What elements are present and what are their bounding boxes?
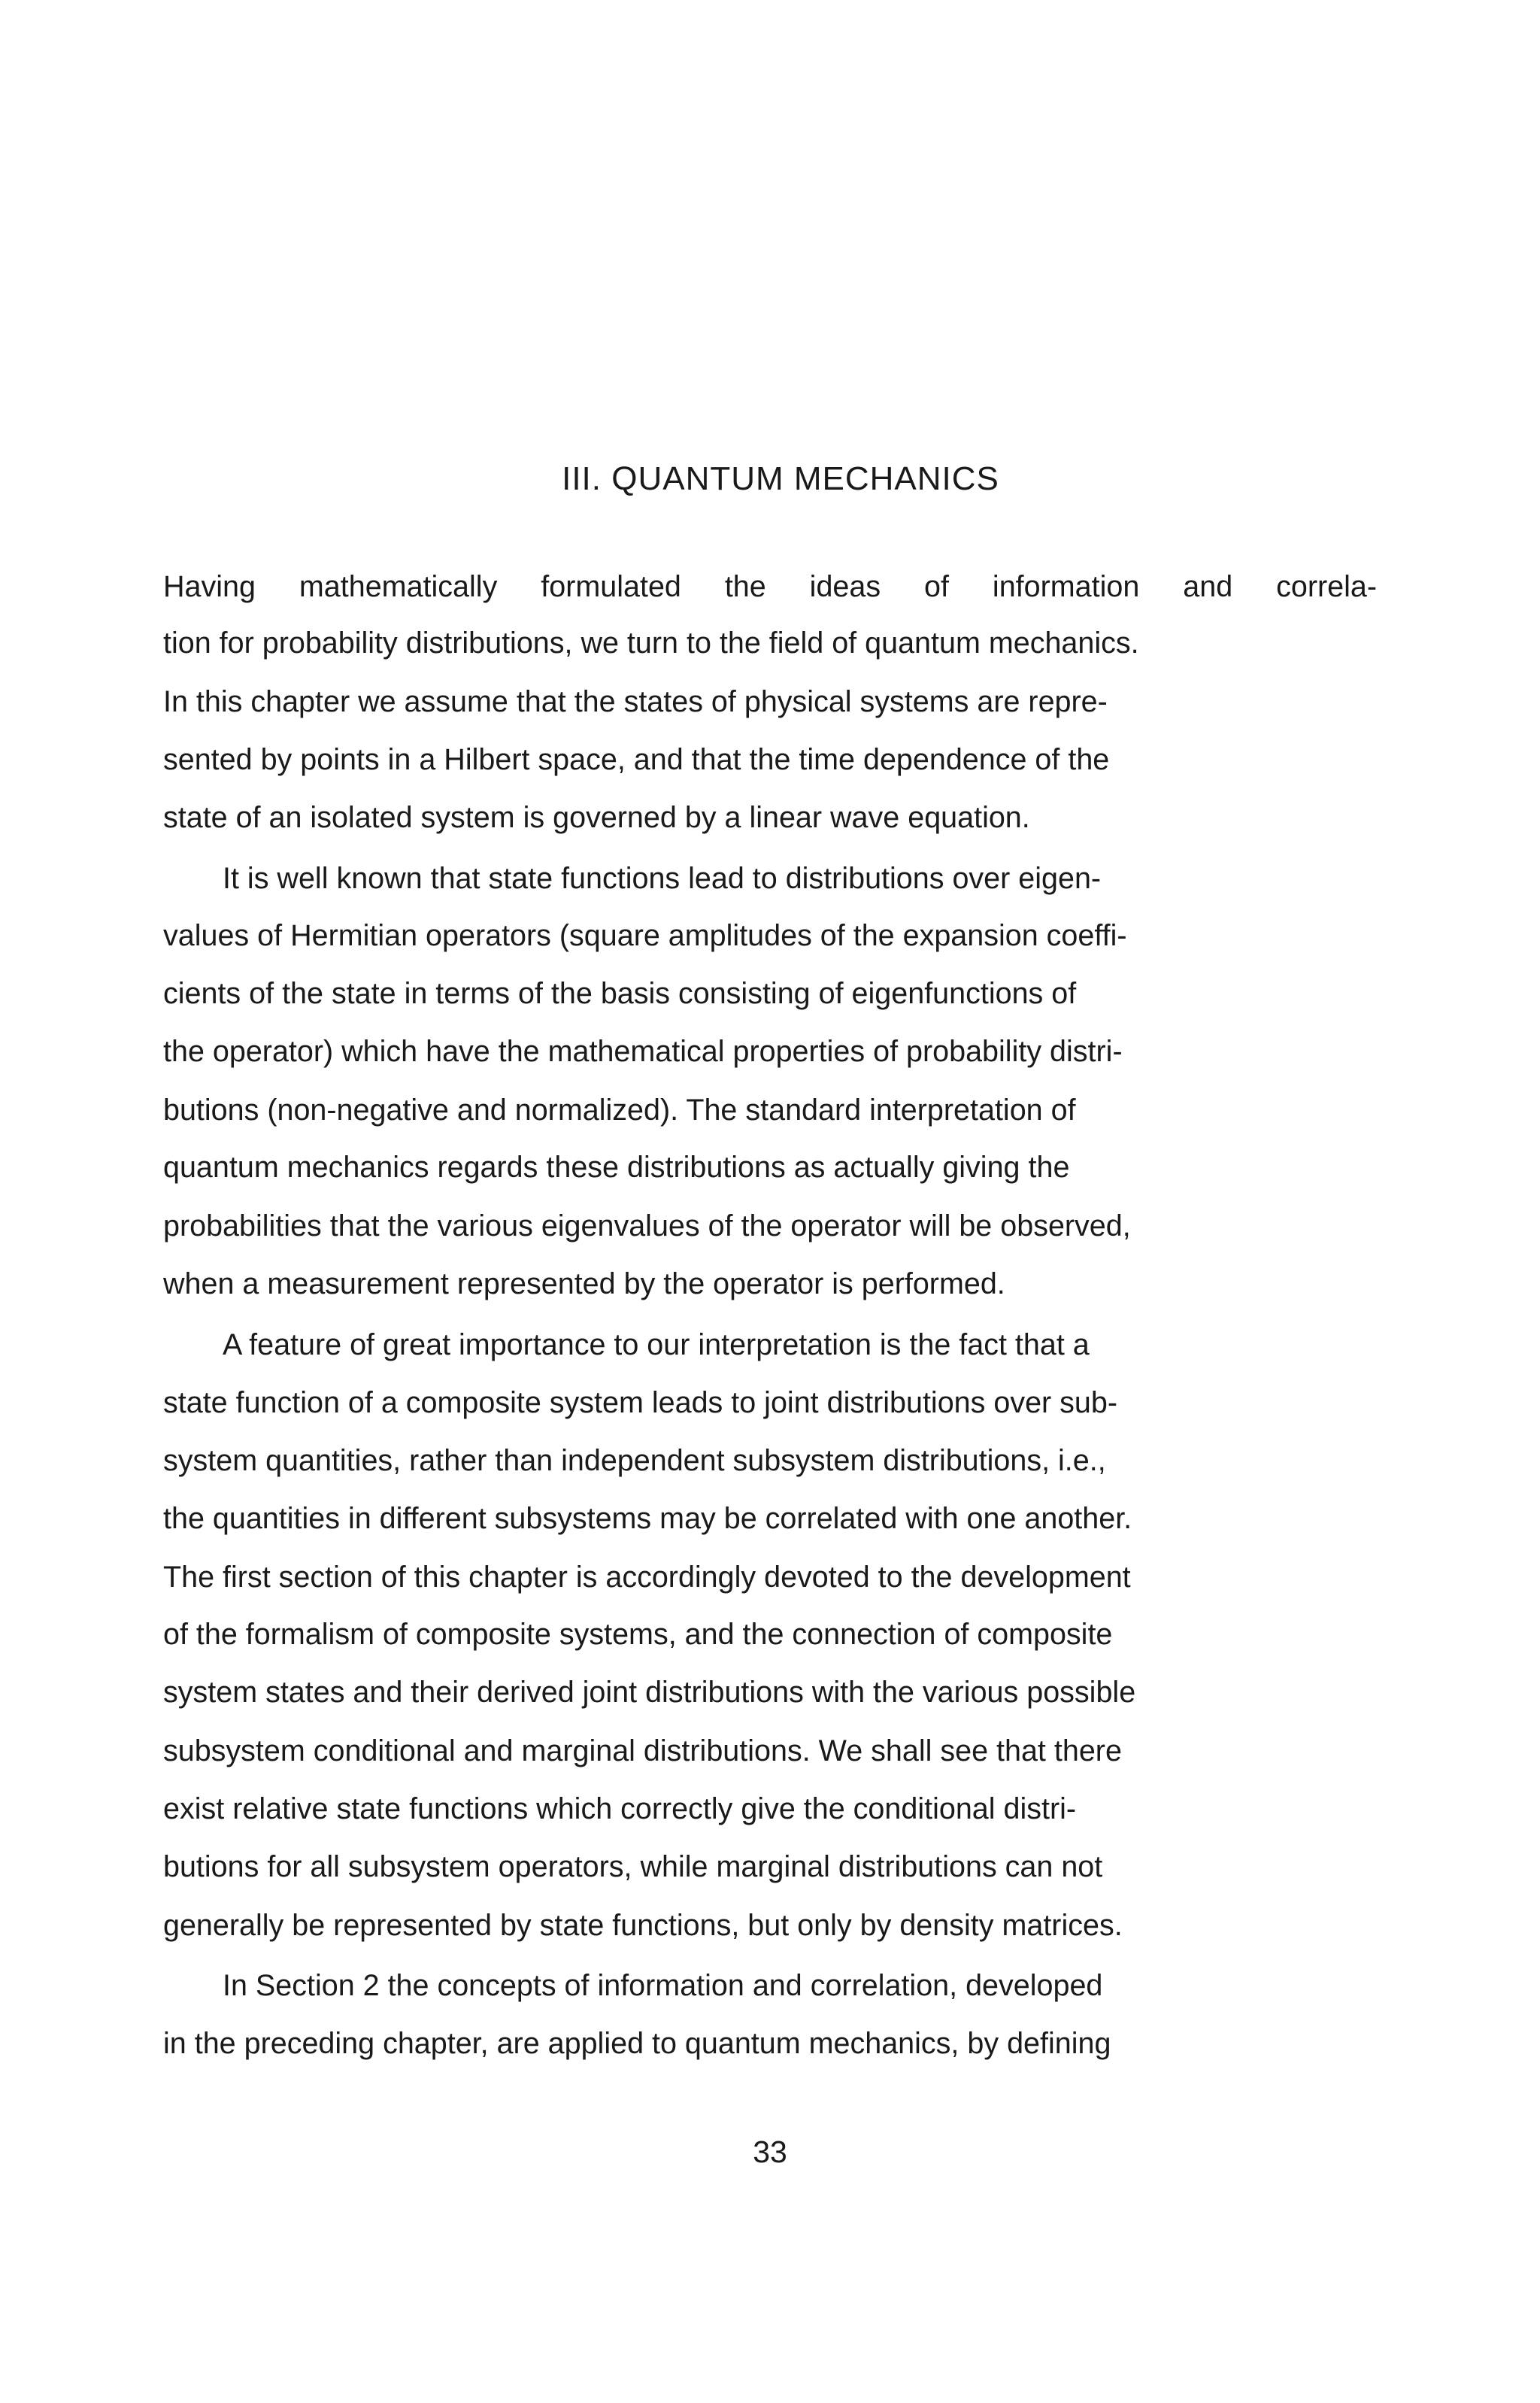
text-line: probabilities that the various eigenvalues of the operator will be observed,: [163, 1209, 1131, 1242]
text-line: Having mathematically formulated the ideas of information and correla-: [163, 570, 1377, 603]
text-line: the operator) which have the mathematical properties of probability distri-: [163, 1035, 1123, 1068]
text-line: values of Hermitian operators (square amplitudes of the expansion coeffi-: [163, 919, 1127, 952]
text-line: sented by points in a Hilbert space, and that the time dependence of the: [163, 743, 1110, 776]
text-line: It is well known that state functions lead to distributions over eigen-: [223, 862, 1102, 895]
text-line: quantum mechanics regards these distributions as actually giving the: [163, 1151, 1070, 1184]
text-line: when a measurement represented by the operator is performed.: [163, 1267, 1005, 1300]
text-line: butions (non-negative and normalized). The standard interpretation of: [163, 1094, 1076, 1127]
text-line: exist relative state functions which correctly give the conditional distri-: [163, 1792, 1077, 1825]
text-line: subsystem conditional and marginal distributions. We shall see that there: [163, 1734, 1122, 1767]
text-line: tion for probability distributions, we turn to the field of quantum mechanics.: [163, 627, 1139, 660]
text-line: The first section of this chapter is accordingly devoted to the development: [163, 1561, 1131, 1594]
chapter-heading: III. QUANTUM MECHANICS: [562, 460, 999, 497]
text-line: in the preceding chapter, are applied to quantum mechanics, by defining: [163, 2027, 1111, 2060]
text-line: system states and their derived joint distributions with the various possible: [163, 1676, 1136, 1709]
text-line: generally be represented by state functions, but only by density matrices.: [163, 1909, 1123, 1942]
text-line: A feature of great importance to our interpretation is the fact that a: [223, 1328, 1090, 1361]
text-line: state of an isolated system is governed by a linear wave equation.: [163, 801, 1030, 834]
text-line: state function of a composite system leads to joint distributions over sub-: [163, 1386, 1118, 1419]
text-line: system quantities, rather than independent subsystem distributions, i.e.,: [163, 1444, 1106, 1477]
text-line: In this chapter we assume that the states of physical systems are repre-: [163, 685, 1108, 718]
page-number: 33: [753, 2134, 787, 2169]
text-line: butions for all subsystem operators, while marginal distributions can not: [163, 1850, 1103, 1883]
text-line: the quantities in different subsystems may be correlated with one another.: [163, 1502, 1132, 1535]
text-line: of the formalism of composite systems, and the connection of composite: [163, 1618, 1113, 1651]
text-line: cients of the state in terms of the basis consisting of eigenfunctions of: [163, 977, 1077, 1010]
text-line: In Section 2 the concepts of information and correlation, developed: [223, 1969, 1103, 2002]
